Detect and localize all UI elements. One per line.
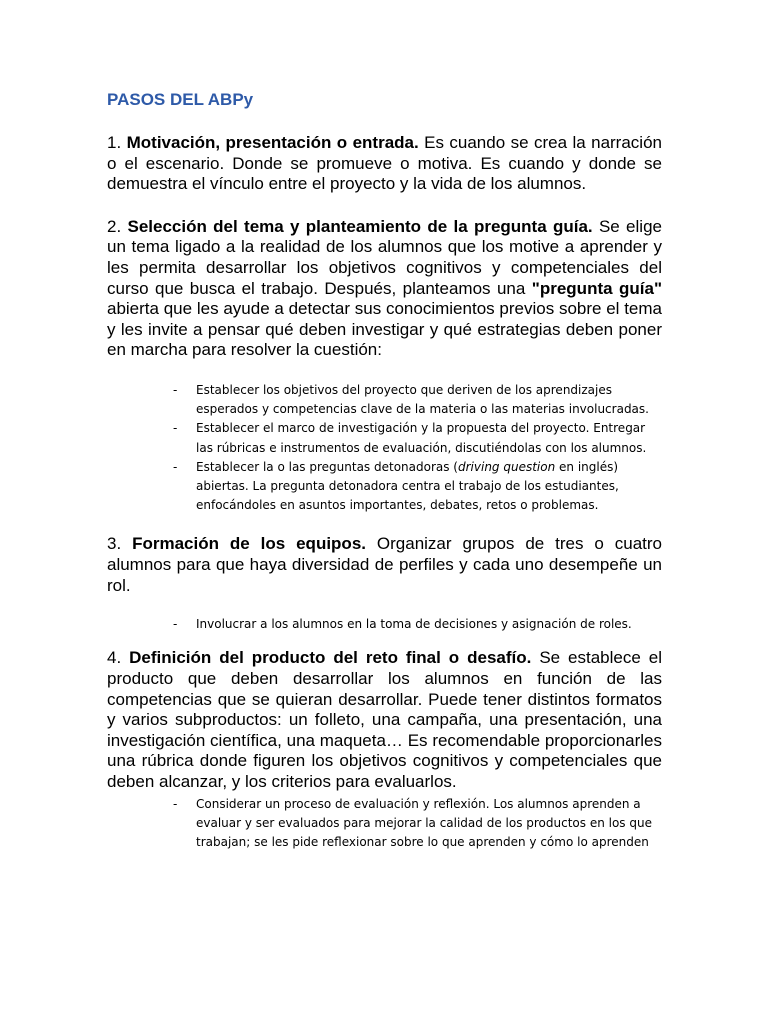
list-item xyxy=(173,381,662,419)
dash-marker: - xyxy=(173,796,178,811)
list-item xyxy=(173,458,662,516)
step-3-paragraph xyxy=(107,534,662,596)
bullet-text: Establecer los objetivos del proyecto que deriven de los aprendizajes esperados y competencias clave de la materia o las materias involucradas. xyxy=(196,382,649,417)
step-3-text: Organizar grupos de tres o cuatro alumnos para que haya diversidad de perfiles y cada uno desempeñe un rol. xyxy=(107,534,662,595)
step-1-paragraph xyxy=(107,133,662,195)
step-1-heading: Motivación, presentación o entrada. xyxy=(126,133,419,152)
step-2-text-before: Se elige un tema ligado a la realidad de los alumnos que los motive a aprender y les permita desarrollar los objetivos cognitivos y competenciales del curso que busca el trabajo. Después, planteamos una xyxy=(107,216,662,298)
step-2-heading: Selección del tema y planteamiento de la pregunta guía. xyxy=(127,216,593,236)
step-2-bullet-list xyxy=(107,381,662,515)
step-4-paragraph xyxy=(107,648,662,792)
dash-marker: - xyxy=(173,617,178,632)
bullet-text: Involucrar a los alumnos en la toma de decisiones y asignación de roles. xyxy=(196,617,632,632)
list-item xyxy=(173,615,662,634)
list-item xyxy=(173,795,662,853)
step-3-number: 3. xyxy=(107,534,133,554)
step-3-bullet-list xyxy=(107,615,662,634)
page-title: PASOS DEL ABPy xyxy=(107,90,254,109)
step-2-inline-bold: "pregunta guía" xyxy=(531,278,663,298)
step-4-heading: Definición del producto del reto final o desafío. xyxy=(129,648,532,668)
step-1-text: Es cuando se crea la narración o el escenario. Donde se promueve o motiva. Es cuando y donde se demuestra el vínculo entre el proyecto y la vida de los alumnos. xyxy=(107,133,662,194)
step-2-number: 2. xyxy=(107,216,128,236)
dash-marker: - xyxy=(173,421,178,436)
step-4-text: Se establece el producto que deben desarrollar los alumnos en función de las competencias que se quieran desarrollar. Puede tener distintos formatos y varios subproductos: un folleto, una campaña, una presentación, una investigación científica, una maqueta… Es recomendable proporcionarles una rúbrica donde figuren los objetivos cognitivos y competenciales que deben alcanzar, y los criterios para evaluarlos. xyxy=(107,648,663,791)
step-1-number: 1. xyxy=(107,133,127,152)
bullet-italic-term: driving question xyxy=(458,459,556,474)
step-4-number: 4. xyxy=(107,648,130,668)
step-4-bullet-list xyxy=(107,795,662,853)
dash-marker: - xyxy=(173,459,178,474)
bullet-text: Establecer el marco de investigación y la propuesta del proyecto. Entregar las rúbricas e instrumentos de evaluación, discutiéndolas con los alumnos. xyxy=(196,421,647,455)
bullet-text: Considerar un proceso de evaluación y reflexión. Los alumnos aprenden a evaluar y ser evaluados para mejorar la calidad de los productos en los que trabajan; se les pide reflexionar sobre lo que aprenden y cómo lo aprenden xyxy=(196,796,652,849)
list-item xyxy=(173,419,662,457)
dash-marker: - xyxy=(173,382,178,397)
document-page xyxy=(107,88,662,852)
step-2-paragraph xyxy=(107,217,662,361)
step-3-heading: Formación de los equipos. xyxy=(132,534,366,554)
bullet-text-after: en inglés) abiertas. La pregunta detonadora centra el trabajo de los estudiantes, enfocándoles en asuntos importantes, debates, retos o problemas. xyxy=(196,459,619,513)
step-2-text-after: abierta que les ayude a detectar sus conocimientos previos sobre el tema y les invite a pensar qué deben investigar y qué estrategias deben poner en marcha para resolver la cuestión: xyxy=(107,299,662,360)
bullet-text-before: Establecer la o las preguntas detonadoras ( xyxy=(196,459,458,474)
